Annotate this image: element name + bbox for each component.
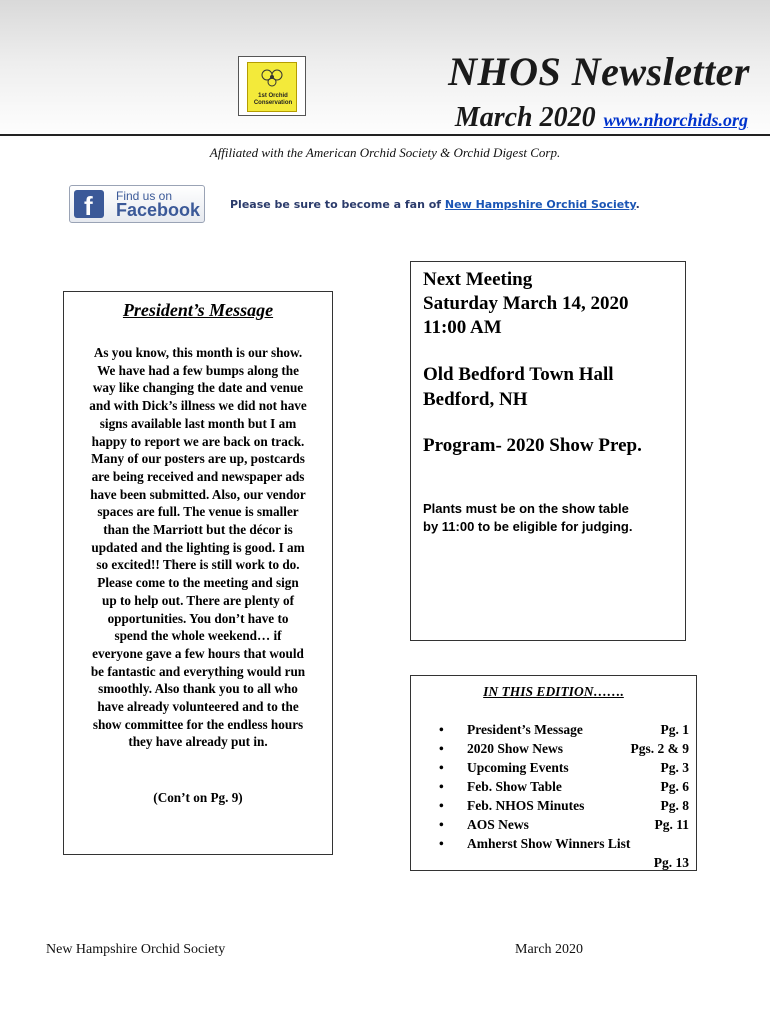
message-line: everyone gave a few hours that would	[92, 645, 304, 661]
meeting-town: Bedford, NH	[423, 389, 528, 410]
bullet-icon: •	[439, 741, 444, 756]
footer-society-name: New Hampshire Orchid Society	[46, 942, 226, 957]
facebook-brand-text: Facebook	[116, 200, 201, 220]
society-logo	[238, 56, 306, 116]
in-this-edition-title: IN THIS EDITION…….	[483, 684, 624, 699]
message-line: have been submitted. Also, our vendor	[90, 486, 306, 502]
orchid-flower-icon	[261, 67, 283, 89]
message-line: As you know, this month is our show.	[93, 345, 303, 360]
message-line: spend the whole weekend… if	[114, 628, 282, 644]
bullet-icon: •	[439, 760, 444, 775]
presidents-message-title: President’s Message	[122, 300, 274, 320]
contents-item-page: Pgs. 2 & 9	[630, 741, 689, 756]
message-line: Please come to the meeting and sign	[97, 575, 299, 591]
presidents-message-box	[63, 291, 333, 855]
contents-item-name: 2020 Show News	[467, 741, 564, 756]
contents-item	[439, 739, 689, 758]
judging-note-line2: by 11:00 to be eligible for judging.	[423, 519, 633, 534]
meeting-program: Program- 2020 Show Prep.	[423, 435, 642, 456]
contents-item	[439, 720, 689, 739]
fan-suffix: .	[635, 198, 640, 211]
message-line: opportunities. You don’t have to	[107, 610, 289, 626]
issue-date: March 2020	[454, 102, 596, 133]
contents-item-page: Pg. 11	[654, 817, 689, 832]
judging-note	[423, 500, 685, 536]
meeting-location	[423, 362, 683, 412]
logo-text-line1: 1st Orchid	[258, 93, 288, 99]
facebook-find-us-text: Find us on	[116, 189, 173, 203]
message-line: way like changing the date and venue	[92, 380, 304, 396]
contents-item-page: Pg. 1	[660, 722, 689, 737]
bullet-icon: •	[439, 836, 444, 851]
logo-badge	[247, 62, 297, 112]
contents-item	[439, 815, 689, 834]
message-line: they have already put in.	[128, 734, 268, 750]
meeting-when	[423, 268, 683, 340]
message-line: up to help out. There are plenty of	[102, 592, 294, 608]
in-this-edition-box	[410, 675, 697, 871]
message-line: be fantastic and everything would run	[90, 663, 306, 679]
meeting-time: 11:00 AM	[423, 317, 502, 338]
contents-item	[439, 758, 689, 777]
message-line: signs available last month but I am	[99, 415, 297, 431]
contents-item	[439, 834, 689, 872]
contents-item-page: Pg. 8	[660, 798, 689, 813]
contents-item	[439, 777, 689, 796]
bullet-icon: •	[439, 817, 444, 832]
meeting-venue: Old Bedford Town Hall	[423, 364, 614, 385]
bullet-icon: •	[439, 722, 444, 737]
logo-text-line2: Conservation	[253, 100, 293, 106]
message-line: We have had a few bumps along the	[97, 362, 299, 378]
message-line: than the Marriott but the décor is	[103, 522, 293, 538]
contents-item-name: President’s Message	[467, 722, 583, 737]
continued-note: (Con’t on Pg. 9)	[153, 790, 243, 805]
message-line: happy to report we are back on track.	[91, 433, 305, 449]
next-meeting-box	[410, 261, 686, 641]
contents-item	[439, 796, 689, 815]
affiliation-text: Affiliated with the American Orchid Society & Orchid Digest Corp.	[209, 145, 561, 160]
contents-item-name: AOS News	[467, 817, 529, 832]
facebook-f-glyph: f	[84, 191, 93, 221]
website-link[interactable]: www.nhorchids.org	[603, 110, 748, 130]
message-line: spaces are full. The venue is smaller	[97, 504, 299, 520]
contents-list	[439, 720, 689, 872]
fan-invitation	[230, 198, 750, 211]
facebook-badge[interactable]	[69, 185, 205, 223]
bullet-icon: •	[439, 798, 444, 813]
meeting-heading: Next Meeting	[423, 269, 533, 290]
contents-item-page: Pg. 13	[653, 855, 689, 870]
facebook-icon	[74, 190, 104, 221]
contents-item-name: Amherst Show Winners List	[467, 836, 631, 851]
message-line: have already volunteered and to the	[97, 699, 299, 715]
society-facebook-link[interactable]: New Hampshire Orchid Society	[444, 198, 636, 211]
contents-item-page: Pg. 6	[660, 779, 689, 794]
contents-item-page: Pg. 3	[660, 760, 689, 775]
contents-item-name: Feb. NHOS Minutes	[467, 798, 585, 813]
message-line: Many of our posters are up, postcards	[91, 451, 305, 467]
message-line: and with Dick’s illness we did not have	[89, 398, 307, 414]
presidents-message-body	[72, 344, 324, 751]
judging-note-line1: Plants must be on the show table	[423, 501, 629, 516]
contents-item-name: Feb. Show Table	[467, 779, 562, 794]
footer-issue-date: March 2020	[515, 942, 584, 957]
message-line: are being received and newspaper ads	[91, 468, 305, 484]
newsletter-title: NHOS Newsletter	[448, 49, 750, 94]
contents-item-name: Upcoming Events	[467, 760, 569, 775]
bullet-icon: •	[439, 779, 444, 794]
fan-prefix: Please be sure to become a fan of	[230, 198, 445, 211]
message-line: so excited!! There is still work to do.	[96, 557, 300, 573]
message-line: updated and the lighting is good. I am	[91, 539, 305, 555]
message-line: smoothly. Also thank you to all who	[98, 681, 298, 697]
issue-line	[300, 102, 748, 136]
meeting-date: Saturday March 14, 2020	[423, 293, 629, 314]
message-line: show committee for the endless hours	[92, 716, 304, 732]
